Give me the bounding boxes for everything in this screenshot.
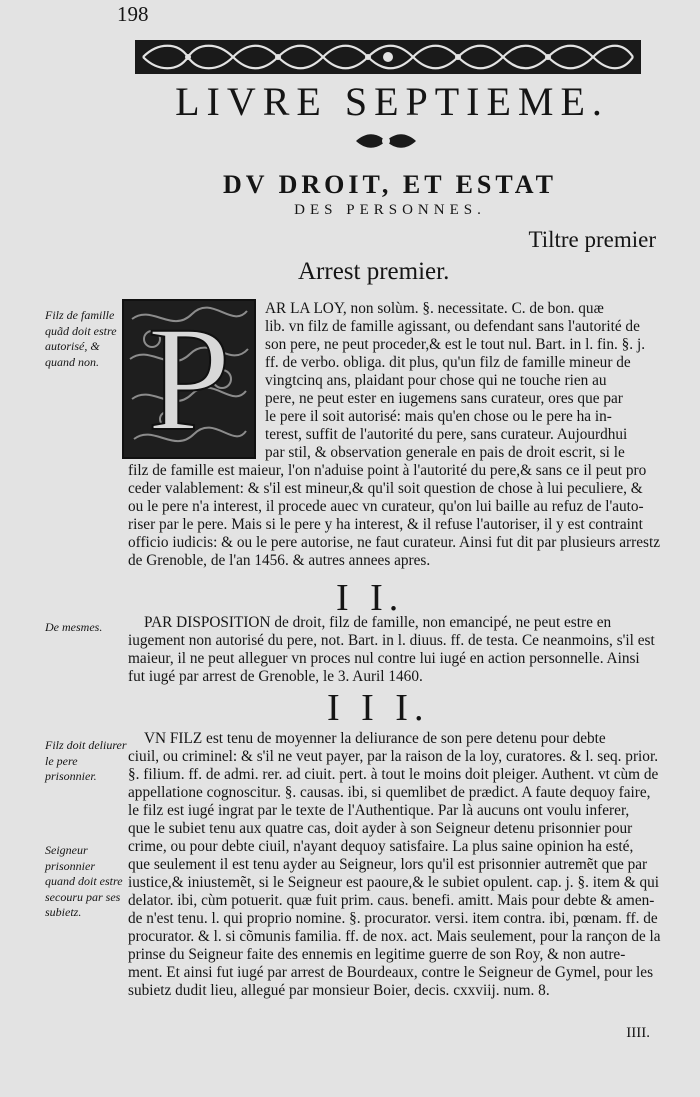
text-line: le pere il soit autorisé: mais qu'en chose ou le pere ha in- [265, 408, 612, 425]
text-line: lib. vn filz de famille agissant, ou defendant sans l'autorité de [265, 318, 640, 335]
text-line: son pere, ne peut proceder,& est le tout nul. Bart. in l. fin. §. j. [265, 336, 646, 353]
text-line: ou le pere n'a interest, il procede auec vn curateur, qu'on lui baille au refuz de l'auto- [128, 498, 644, 515]
text-line: officio iudicis: & ou le pere autorise, ne faut curateur. Ainsi fut dit par plusieurs arrestz [128, 534, 660, 551]
text-line: le filz est iugé ingrat par le texte de l'Authentique. Par là aucuns ont voulu inferer, [128, 802, 630, 819]
text-line: de n'est tenu. l. qui proprio nomine. §. procurator. versi. item contra. ibi, pœnam. ff. de [128, 910, 658, 927]
text-line: crime, ou pour debte ciuil, n'ayant dequoy satisfaire. La plus saine opinion ha esté, [128, 838, 634, 855]
text-line: pere, ne peut ester en iugemens sans curateur, ores que par [265, 390, 623, 407]
text-line: riser par le pere. Mais si le pere y ha interest, & il refuse l'autoriser, il y est contraint [128, 516, 643, 533]
text-line: ment. Et ainsi fut iugé par arrest de Bourdeaux, contre le Seigneur de Gymel, pour les [128, 964, 654, 981]
text-line: par stil, & observation generale en pais de droit escrit, si le [265, 444, 625, 461]
text-line: que le subiet tenu aux quatre cas, doit ayder à son Seigneur detenu prisonnier pour [128, 820, 633, 837]
text-line: filz de famille est maieur, l'on n'aduise point à l'autorité du pere,& sans ce il peut pro [128, 462, 647, 479]
text-line: appellatione cognoscitur. §. causas. ibi, si quemlibet de prædict. A faute dequoy faire, [128, 784, 651, 801]
text-line: procurator. & l. si cõmunis familia. ff. de nox. act. Mais seulement, pour la rançon de la [128, 928, 661, 945]
text-line: ff. de verbo. obliga. dit plus, qu'un filz de famille mineur de [265, 354, 631, 371]
margin-note: Filz doit deliurer le pere prisonnier. [45, 738, 127, 783]
chapter-subtitle: DES PERSONNES. [294, 202, 486, 218]
ornamental-header-band [133, 38, 643, 76]
text-line: VN FILZ est tenu de moyenner la deliurance de son pere detenu pour debte [144, 730, 606, 747]
text-line: ciuil, ou criminel: & s'il ne veut payer, par la raison de la loy, curatores. & l. seq. prior. [128, 748, 659, 765]
catchword: IIII. [626, 1025, 650, 1041]
text-line: fut iugé par arrest de Grenoble, le 3. Auril 1460. [128, 668, 423, 685]
text-line: subietz dudit lieu, allegué par monsieur Boier, decis. cxxviij. num. 8. [128, 982, 550, 999]
text-line: terest, suffit de l'autorité du pere, sans curateur. Aujourdhui [265, 426, 628, 443]
tiltre-heading: Tiltre premier [528, 227, 656, 252]
drop-cap-ornament [122, 299, 256, 459]
fleuron-ornament [354, 130, 418, 152]
drop-cap-letter: P [147, 299, 231, 459]
text-line: ceder valablement: & s'il est mineur,& qu'il soit question de chose à lui peculiere, & [128, 480, 643, 497]
margin-note: Seigneur prisonnier quand doit estre secouru par ses subietz. [45, 843, 123, 919]
text-line: iugement non autorisé du pere, not. Bart. in l. diuus. ff. de testa. Ce neanmoins, s'il est [128, 632, 655, 649]
text-line: iustice,& iniustemẽt, si le Seigneur est paoure,& le subiet opulent. cap. j. §. item & qui [128, 874, 660, 891]
text-line: de Grenoble, de l'an 1456. & autres annees apres. [128, 552, 431, 569]
page-number: 198 [117, 2, 149, 26]
text-line: que seulement il est tenu ayder au Seigneur, lors qu'il est prisonnier autremẽt que par [128, 856, 648, 873]
text-line: AR LA LOY, non solùm. §. necessitate. C. de bon. quæ [265, 300, 604, 317]
section-heading-2: I I. [336, 577, 405, 619]
margin-note: Filz de famille quãd doit estre autorisé, & quand non. [45, 308, 117, 369]
text-line: PAR DISPOSITION de droit, filz de famille, non emancipé, ne peut estre en [144, 614, 612, 631]
text-line: vingtcinq ans, plaidant pour chose qui ne touche rien au [265, 372, 607, 389]
text-line: §. filium. ff. de admi. rer. ad ciuit. pert. à tout le moins doit pleiger. Authent. vt cùm de [128, 766, 659, 783]
margin-note: De mesmes. [45, 620, 103, 634]
text-line: maieur, il ne peut alleguer vn proces nul contre lui iugé en action personnelle. Ainsi [128, 650, 640, 667]
chapter-title: DV DROIT, ET ESTAT [222, 170, 557, 199]
book-title: LIVRE SEPTIEME. [175, 79, 609, 124]
section-heading-3: I I I. [327, 687, 430, 729]
text-line: prinse du Seigneur faite des ennemis en legitime guerre de son Roy, & non autre- [128, 946, 626, 963]
text-line: delator. ibi, cùm potuerit. quæ fuit prim. caus. benefi. amitt. Mais pour debte & amen- [128, 892, 655, 909]
arrest-heading: Arrest premier. [298, 258, 450, 285]
